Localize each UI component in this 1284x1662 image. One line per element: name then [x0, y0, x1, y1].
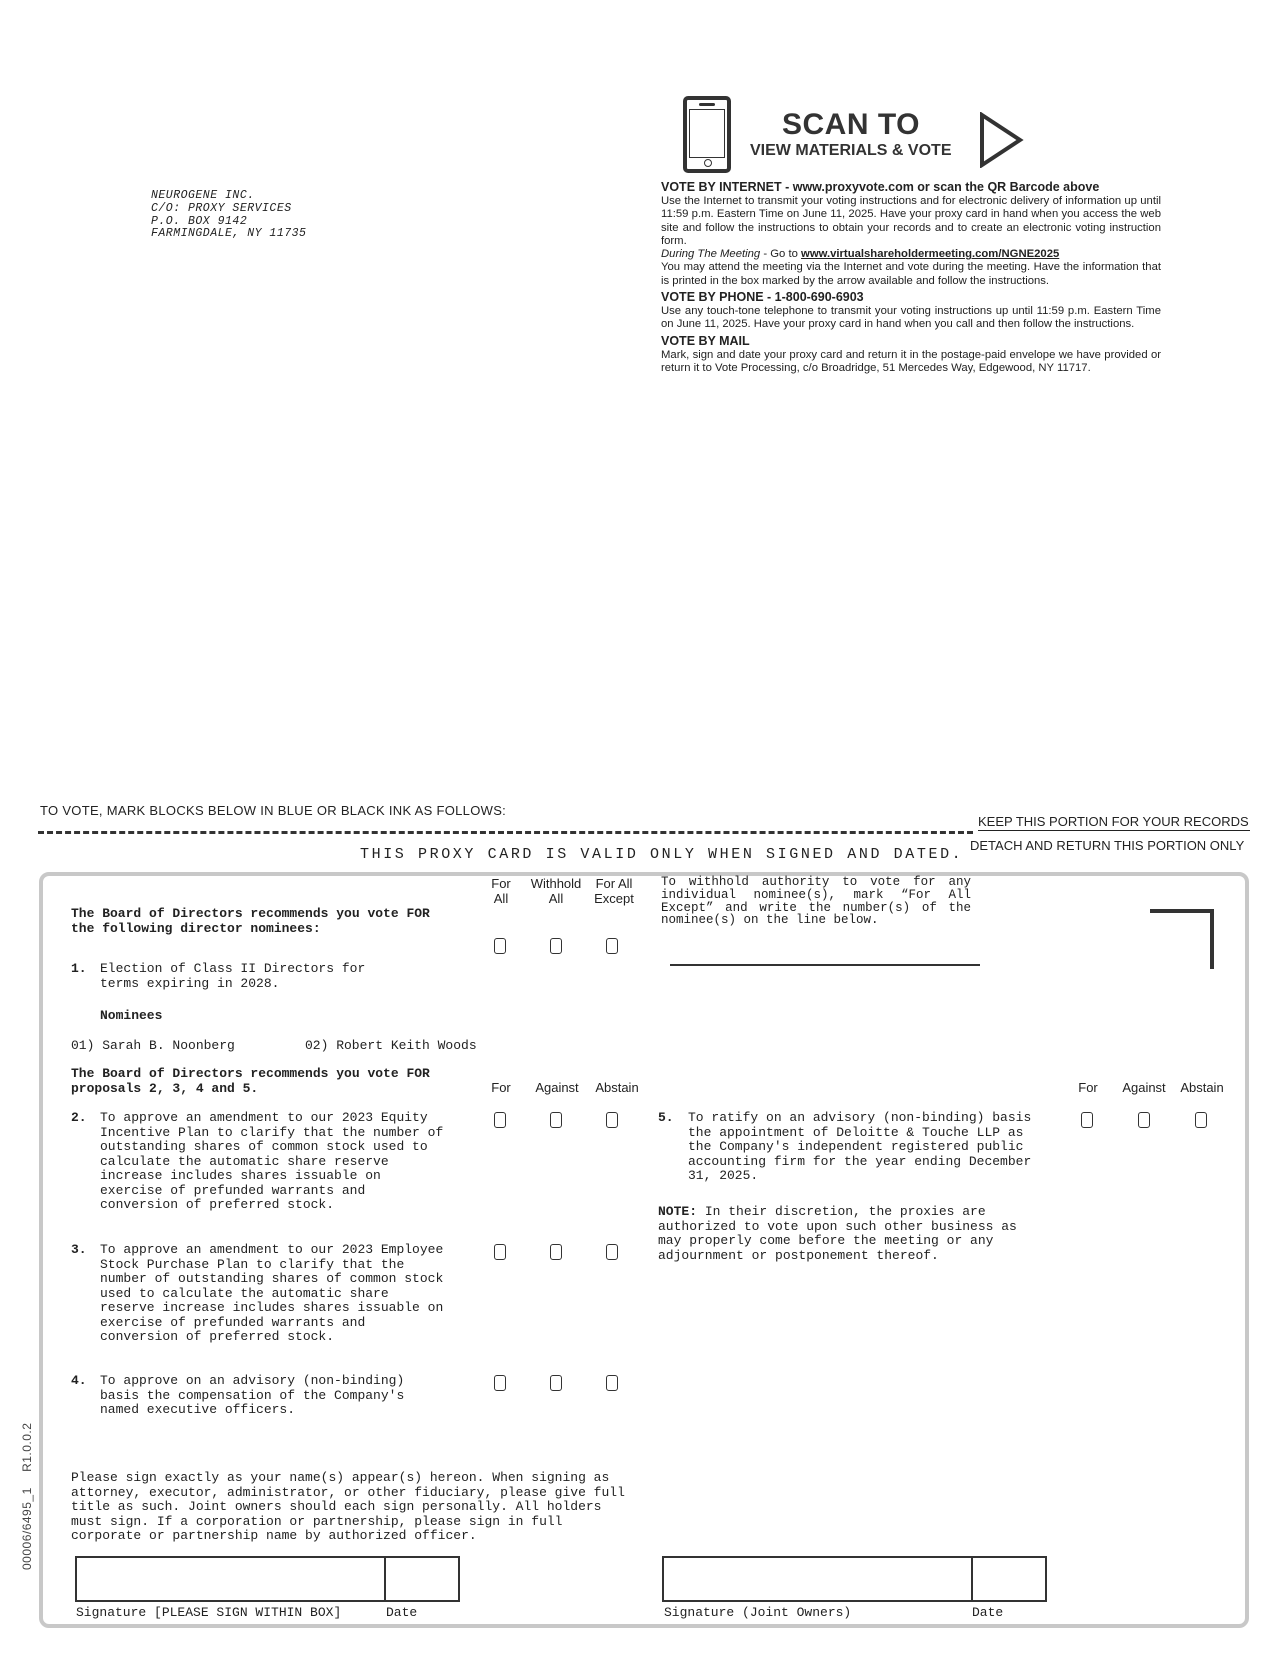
proposal-number: 3. [71, 1242, 87, 1257]
vote-phone-heading: VOTE BY PHONE - 1-800-690-6903 [661, 290, 864, 305]
corner-mark [1150, 909, 1214, 969]
keep-portion-label: KEEP THIS PORTION FOR YOUR RECORDS [978, 814, 1249, 829]
for-all-checkbox[interactable] [494, 938, 506, 954]
proposal-2-against-checkbox[interactable] [550, 1112, 562, 1128]
proposal-number: 5. [658, 1110, 674, 1125]
proposal-number: 1. [71, 961, 87, 976]
signature-label: Signature [PLEASE SIGN WITHIN BOX] [76, 1605, 342, 1620]
proposal-3-for-checkbox[interactable] [494, 1244, 506, 1260]
signature-box[interactable] [75, 1556, 460, 1602]
header-for-all-except: For All Except [594, 876, 634, 906]
nominee-1: 01) Sarah B. Noonberg [71, 1038, 235, 1053]
header-abstain: Abstain [595, 1080, 639, 1095]
joint-signature-label: Signature (Joint Owners) [664, 1605, 852, 1620]
vote-internet-body: Use the Internet to transmit your voting instructions and for electronic delivery of information up until 11:59 p.m. Eastern Time on June 11, 2025. Have your proxy card in hand when you access the web site and follow the instructions to obtain your records and to create an electronic voting instruction form. [661, 195, 1161, 247]
joint-date-label: Date [972, 1605, 1004, 1620]
withhold-all-checkbox[interactable] [550, 938, 562, 954]
proposal-1-text: Election of Class II Directors for terms expiring in 2028. [100, 961, 366, 991]
meeting-goto: - Go to [760, 248, 802, 261]
header-against: Against [535, 1080, 579, 1095]
proposal-5-abstain-checkbox[interactable] [1195, 1112, 1207, 1128]
vote-internet-heading: VOTE BY INTERNET - www.proxyvote.com or scan the QR Barcode above [661, 180, 1100, 194]
proposal-5-against-checkbox[interactable] [1138, 1112, 1150, 1128]
for-all-except-checkbox[interactable] [606, 938, 618, 954]
to-vote-instruction: TO VOTE, MARK BLOCKS BELOW IN BLUE OR BLACK INK AS FOLLOWS: [40, 803, 507, 818]
vote-mail-body: Mark, sign and date your proxy card and return it in the postage-paid envelope we have provided or return it to Vote Processing, c/o Broadridge, 51 Mercedes Way, Edgewood, NY 11717. [661, 348, 1161, 374]
meeting-label: During The Meeting [661, 248, 761, 261]
detach-dashed-line [38, 831, 973, 834]
proposal-4-text: To approve on an advisory (non-binding) basis the compensation of the Company's named executive officers. [100, 1373, 405, 1417]
header-for: For [491, 1080, 511, 1095]
scan-subtitle: VIEW MATERIALS & VOTE [750, 142, 952, 159]
note [658, 1205, 1048, 1263]
nominee-2: 02) Robert Keith Woods [305, 1038, 477, 1053]
return-address-line: FARMINGDALE, NY 11735 [151, 227, 307, 241]
proposal-2-abstain-checkbox[interactable] [606, 1112, 618, 1128]
proposal-3-text: To approve an amendment to our 2023 Employee Stock Purchase Plan to clarify that the number of outstanding shares of common stock used to calculate the automatic share reserve increase includes shares issuable on exercise of prefunded warrants and conversion of preferred stock. [100, 1242, 444, 1344]
header-for-all: For All [491, 876, 511, 906]
keep-portion-underline [978, 830, 1250, 831]
header-for: For [1078, 1080, 1098, 1095]
meeting-line [661, 248, 1161, 261]
withhold-instruction: To withhold authority to vote for any individual nominee(s), mark “For All Except” and write the number(s) of the nominee(s) on the line below. [661, 875, 971, 928]
vote-instructions [661, 180, 1161, 375]
header-abstain: Abstain [1180, 1080, 1224, 1095]
return-address-line: NEUROGENE INC. [151, 189, 255, 202]
proposal-5-for-checkbox[interactable] [1081, 1112, 1093, 1128]
nominees-label: Nominees [100, 1008, 163, 1023]
scan-title: SCAN TO [782, 108, 920, 141]
proposal-3-abstain-checkbox[interactable] [606, 1244, 618, 1260]
proposal-2-for-checkbox[interactable] [494, 1112, 506, 1128]
vote-phone-body: Use any touch-tone telephone to transmit your voting instructions up until 11:59 p.m. Eastern Time on June 11, 2025. Have your proxy card in hand when you call and then follow the instructions. [661, 305, 1161, 331]
nominee-write-in-line[interactable] [670, 964, 980, 966]
valid-notice: THIS PROXY CARD IS VALID ONLY WHEN SIGNED AND DATED. [360, 846, 964, 863]
proposal-number: 4. [71, 1373, 87, 1388]
proposal-5-text: To ratify on an advisory (non-binding) basis the appointment of Deloitte & Touche LLP as the Company's independent registered public accounting firm for the year ending December 31, 2025. [688, 1110, 1032, 1183]
board-rec-directors: The Board of Directors recommends you vote FOR the following director nominees: [71, 906, 430, 936]
return-address-line: C/O: PROXY SERVICES [151, 201, 292, 215]
proposal-2-text: To approve an amendment to our 2023 Equity Incentive Plan to clarify that the number of outstanding shares of common stock used to calculate the automatic share reserve increase includes shares issuable on exercise of prefunded warrants and conversion of preferred stock. [100, 1110, 444, 1212]
detach-portion-label: DETACH AND RETURN THIS PORTION ONLY [970, 838, 1245, 853]
note-label: NOTE: [658, 1204, 698, 1219]
phone-icon [683, 96, 731, 173]
meeting-url-link[interactable]: www.virtualshareholdermeeting.com/NGNE2025 [801, 248, 1060, 261]
proposal-4-for-checkbox[interactable] [494, 1375, 506, 1391]
meeting-body: You may attend the meeting via the Internet and vote during the meeting. Have the information that is printed in the box marked by the arrow available and follow the instructions. [661, 261, 1161, 287]
sign-instructions: Please sign exactly as your name(s) appear(s) hereon. When signing as attorney, executor, administrator, or other fiduciary, please give full title as such. Joint owners should each sign personally. All holders must sign. If a corporation or partnership, please sign in full corporate or partnership name by authorized officer. [71, 1470, 625, 1543]
proposal-4-abstain-checkbox[interactable] [606, 1375, 618, 1391]
play-arrow-icon [978, 112, 1024, 168]
side-code: 00006/6495_1 R1.0.0.2 [20, 1422, 34, 1570]
proposal-number: 2. [71, 1110, 87, 1125]
header-withhold-all: Withhold All [530, 876, 582, 906]
proposal-3-against-checkbox[interactable] [550, 1244, 562, 1260]
header-against: Against [1122, 1080, 1166, 1095]
return-address [151, 190, 306, 241]
date-label: Date [386, 1605, 418, 1620]
note-text: In their discretion, the proxies are authorized to vote upon such other business as may properly come before the meeting or any adjournment or postponement thereof. [658, 1204, 1017, 1263]
return-address-line: P.O. BOX 9142 [151, 214, 248, 228]
proposal-4-against-checkbox[interactable] [550, 1375, 562, 1391]
board-rec-proposals: The Board of Directors recommends you vote FOR proposals 2, 3, 4 and 5. [71, 1066, 430, 1096]
vote-mail-heading: VOTE BY MAIL [661, 333, 750, 348]
joint-signature-box[interactable] [662, 1556, 1047, 1602]
